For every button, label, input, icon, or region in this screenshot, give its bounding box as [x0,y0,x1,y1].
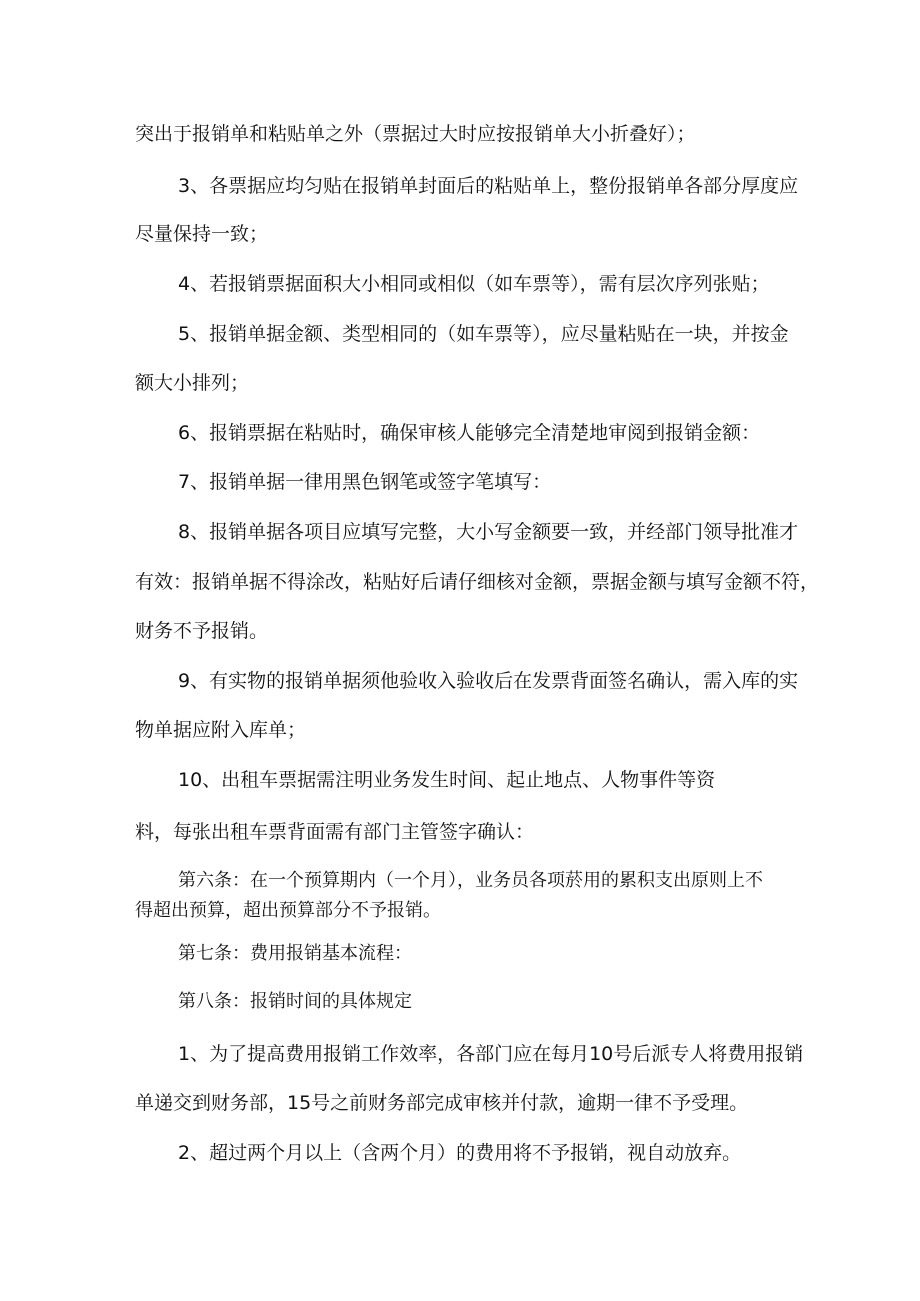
paragraph-line: 第六条：在一个预算期内（一个月），业务员各项菸用的累积支出原则上不 [178,870,763,891]
paragraph-line: 10、出租车票据需注明业务发生时间、起止地点、人物事件等资 [178,769,716,791]
paragraph-line: 第八条：报销时间的具体规定 [178,991,412,1012]
paragraph-line: 1、为了提高费用报销工作效率，各部门应在每月10号后派专人将费用报销 [178,1043,804,1065]
paragraph-line: 2、超过两个月以上（含两个月）的费用将不予报销，视自动放弃。 [178,1142,742,1164]
paragraph-line: 单递交到财务部，15号之前财务部完成审核并付款，逾期一律不予受理。 [135,1092,749,1114]
paragraph-line: 财务不予报销。 [135,620,269,642]
paragraph-line: 第七条：费用报销基本流程： [178,943,412,964]
paragraph-line: 得超出预算，超出预算部分不予报销。 [135,900,441,921]
paragraph-line: 突出于报销单和粘贴单之外（票据过大时应按报销单大小折叠好）； [135,123,696,145]
paragraph-line: 额大小排列； [135,372,250,394]
paragraph-line: 8、报销单据各项目应填写完整，大小写金额要一致，并经部门领导批准才 [178,521,799,543]
paragraph-line: 3、各票据应均匀贴在报销单封面后的粘贴单上，整份报销单各部分厚度应 [178,175,799,197]
paragraph-line: 有效：报销单据不得涂改，粘贴好后请仔细核对金额，票据金额与填写金额不符， [135,571,820,593]
paragraph-line: 料，每张出租车票背面需有部门主管签字确认： [135,821,535,843]
paragraph-line: 7、报销单据一律用黑色钢笔或签字笔填写： [178,471,552,493]
paragraph-line: 尽量保持一致； [135,223,269,245]
paragraph-line: 5、报销单据金额、类型相同的（如车票等），应尽量粘贴在一块，并按金 [178,323,789,345]
paragraph-line: 9、有实物的报销单据须他验收入验收后在发票背面签名确认，需入库的实 [178,670,799,692]
paragraph-line: 6、报销票据在粘贴时，确保审核人能够完全清楚地审阅到报销金额： [178,422,761,444]
paragraph-line: 物单据应附入库单； [135,719,307,741]
paragraph-line: 4、若报销票据面积大小相同或相似（如车票等），需有层次序列张贴； [178,273,770,295]
